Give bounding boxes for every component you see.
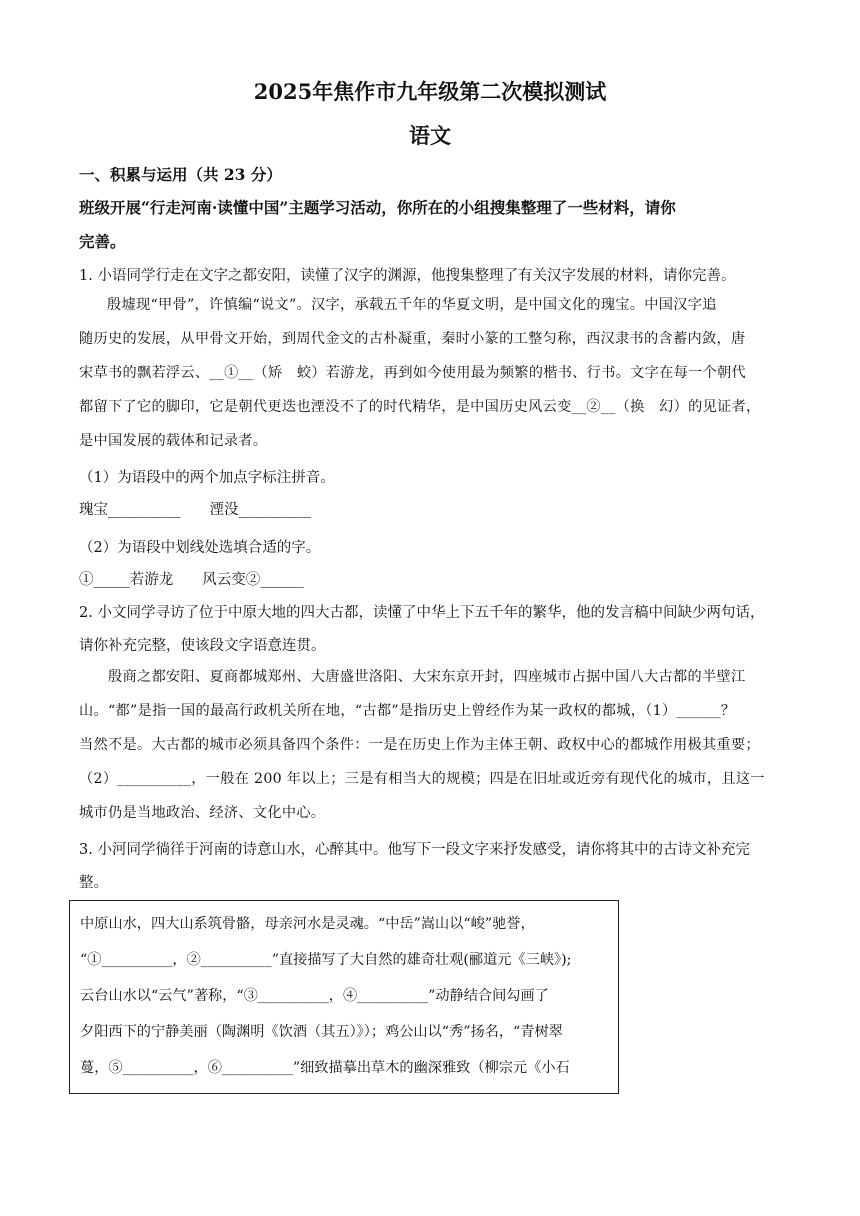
q1-sub2-answers[interactable]: ①_____若游龙 风云变②______ — [79, 572, 304, 588]
q1-sub1: （1）为语段中的两个加点字标注拼音。 — [79, 470, 335, 486]
q2-passage-line: 当然不是。大古都的城市必须具备四个条件：一是在历史上作为主体王朝、政权中心的都城作用极其重要； — [79, 737, 760, 753]
q1-passage-line: 宋草书的飘若浮云、__①__（矫 蛟）若游龙，再到如今使用最为频繁的楷书、行书。文字在每一个朝代 — [79, 365, 747, 381]
q3-box-line[interactable]: “①__________，②__________”直接描写了大自然的雄奇壮观(郦道元《三峡》); — [80, 952, 572, 968]
subject-title: 语文 — [409, 123, 451, 148]
section-intro-line1: 班级开展“行走河南·读懂中国”主题学习活动，你所在的小组搜集整理了一些材料，请你 — [79, 198, 676, 217]
exam-title: 2025年焦作市九年级第二次模拟测试 — [253, 79, 607, 104]
section-heading: 一、积累与运用（共 23 分） — [79, 165, 282, 184]
q3-box-line[interactable]: 蔓，⑤__________，⑥__________”细致描摹出草木的幽深雅致（柳宗元《小石 — [80, 1060, 570, 1076]
q3-stem-line2: 整。 — [79, 875, 108, 891]
q2-passage-line: 殷商之都安阳、夏商都城郑州、大唐盛世洛阳、大宋东京开封，四座城市占据中国八大古都的半壁江 — [79, 669, 746, 685]
q1-passage — [79, 288, 779, 458]
q2-passage-line: （2）__________，一般在 200 年以上；三是有相当大的规模；四是在旧址或近旁有现代化的城市，且这一 — [79, 771, 765, 787]
q1-stem: 1. 小语同学行走在文字之都安阳，读懂了汉字的渊源，他搜集整理了有关汉字发展的材料，请你完善。 — [79, 268, 736, 284]
section-intro-line2: 完善。 — [79, 232, 126, 251]
q1-passage-line: 殷墟现“甲骨”，许慎编“说文”。汉字，承载五千年的华夏文明，是中国文化的瑰宝。中国汉字追 — [107, 297, 717, 313]
q1-passage-line: 随历史的发展，从甲骨文开始，到周代金文的古朴凝重，秦时小篆的工整匀称，西汉隶书的含蓄内敛，唐 — [79, 331, 746, 347]
q2-passage-line: 山。“都”是指一国的最高行政机关所在地，“古都”是指历史上曾经作为某一政权的都城，（1）______？ — [79, 703, 736, 719]
q3-stem-line1: 3. 小河同学徜徉于河南的诗意山水，心醉其中。他写下一段文字来抒发感受，请你将其中的古诗文补充完 — [79, 842, 750, 858]
q1-passage-line: 是中国发展的载体和记录者。 — [79, 433, 268, 449]
q2-stem-line1: 2. 小文同学寻访了位于中原大地的四大古都，读懂了中华上下五千年的繁华，他的发言稿中间缺少两句话， — [79, 605, 765, 621]
q1-sub1-answers[interactable]: 瑰宝__________ 湮没__________ — [79, 502, 311, 518]
q3-poetry-box — [69, 900, 619, 1094]
q1-passage-line: 都留下了它的脚印，它是朝代更迭也湮没不了的时代精华，是中国历史风云变__②__（换 幻）的见证者， — [79, 399, 761, 415]
q3-box-line[interactable]: 云台山水以“云气”著称，“③__________，④__________”动静结合间勾画了 — [80, 988, 549, 1004]
q2-stem-line2: 请你补充完整，使该段文字语意连贯。 — [79, 638, 326, 654]
q2-passage — [79, 660, 779, 830]
q2-passage-line: 城市仍是当地政治、经济、文化中心。 — [79, 805, 326, 821]
q3-box-line: 中原山水，四大山系筑骨骼，母亲河水是灵魂。“中岳”嵩山以“峻”驰誉， — [80, 916, 535, 932]
q3-box-line: 夕阳西下的宁静美丽（陶渊明《饮酒（其五）》）；鸡公山以“秀”扬名，“青树翠 — [80, 1024, 563, 1040]
q1-sub2: （2）为语段中划线处选填合适的字。 — [79, 540, 321, 556]
